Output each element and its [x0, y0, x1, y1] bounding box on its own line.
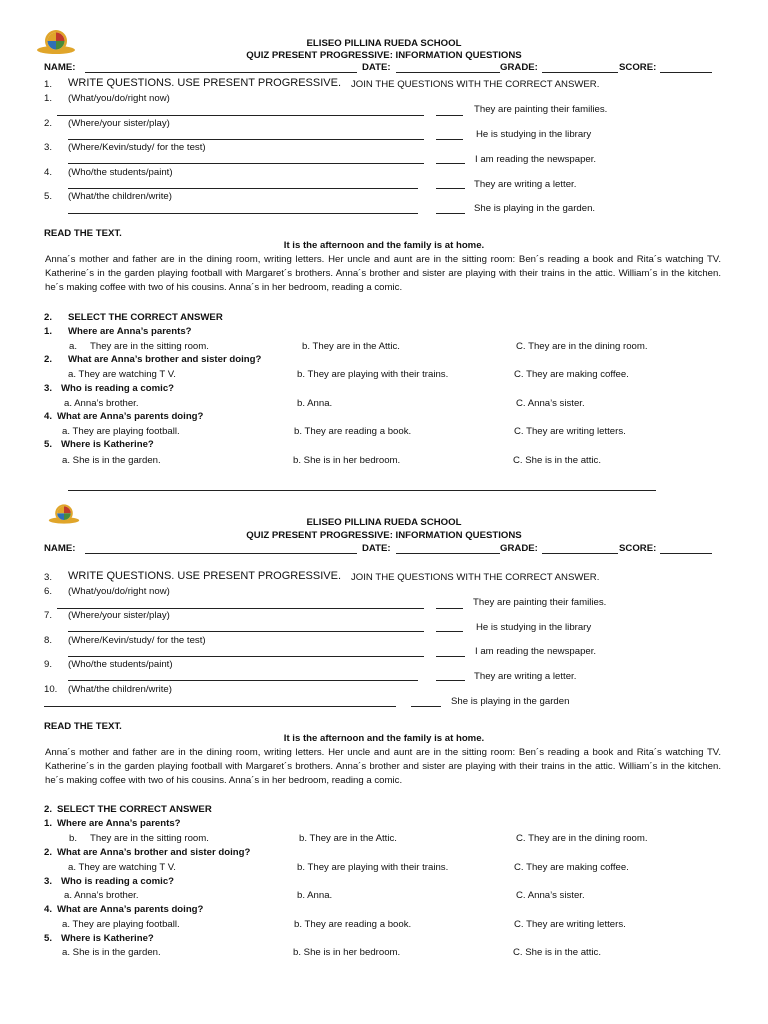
question-number: 2. [44, 847, 53, 858]
question-number: 2. [44, 354, 53, 365]
write-heading: WRITE QUESTIONS. USE PRESENT PROGRESSIVE. [68, 77, 342, 89]
option-a[interactable]: They are in the sitting room. [90, 341, 209, 352]
option-b[interactable]: b. They are in the Attic. [302, 341, 400, 352]
name-field[interactable] [85, 553, 357, 554]
question: What are Anna’s parents doing? [57, 411, 204, 422]
match-blank[interactable] [436, 656, 465, 657]
section-number: 1. [44, 79, 53, 90]
score-field[interactable] [660, 553, 712, 554]
question: What are Anna’s parents doing? [57, 904, 204, 915]
answer-option: They are painting their families. [473, 597, 607, 608]
option-c[interactable]: C. They are writing letters. [514, 919, 626, 930]
name-label: NAME: [44, 543, 76, 554]
story-title: It is the afternoon and the family is at home. [283, 733, 485, 744]
cut-line-divider [68, 490, 656, 491]
option-a[interactable]: a. She is in the garden. [62, 455, 161, 466]
answer-option: They are writing a letter. [474, 671, 577, 682]
match-blank[interactable] [436, 188, 465, 189]
school-name: ELISEO PILLINA RUEDA SCHOOL [306, 38, 462, 49]
prompt: (Who/the students/paint) [68, 167, 173, 178]
match-blank[interactable] [436, 213, 465, 214]
answer-option: I am reading the newspaper. [475, 646, 597, 657]
item-number: 5. [44, 191, 53, 202]
item-number: 8. [44, 635, 53, 646]
grade-field[interactable] [542, 553, 618, 554]
read-label: READ THE TEXT. [44, 228, 122, 239]
option-c[interactable]: C. Anna’s sister. [516, 890, 585, 901]
answer-option: He is studying in the library [476, 622, 592, 633]
story-text: Anna´s mother and father are in the dining room, writing letters. Her uncle and aunt are in the sitting room: Ben´s reading a book and Rita´s watching TV. Katherine´s in the garden playing football with Margaret´s brothers. Anna´s brother and sister are playing with their trains in the attic. William´s in the kitchen. he´s making coffee with two of his cousins. Anna´s in her bedroom, reading a comic. [45, 747, 721, 786]
answer-line[interactable] [68, 656, 424, 657]
question: Who is reading a comic? [61, 383, 175, 394]
option-b[interactable]: b. Anna. [297, 398, 333, 409]
item-number: 10. [44, 684, 58, 695]
item-number: 4. [44, 167, 53, 178]
read-label: READ THE TEXT. [44, 721, 122, 732]
prompt: (Where/Kevin/study/ for the test) [68, 142, 206, 153]
item-number: 1. [44, 93, 53, 104]
story-text: Anna´s mother and father are in the dining room, writing letters. Her uncle and aunt are in the sitting room: Ben´s reading a book and Rita´s watching TV. Katherine´s in the garden playing football with Margaret´s brothers. Anna´s brother and sister are playing with their trains in the attic. William´s in the kitchen. he´s making coffee with two of his cousins. Anna´s in her bedroom, reading a comic. [45, 254, 721, 293]
option-a[interactable]: a. Anna’s brother. [64, 890, 139, 901]
section-number: 3. [44, 572, 53, 583]
write-heading: WRITE QUESTIONS. USE PRESENT PROGRESSIVE. [68, 570, 342, 582]
question-number: 3. [44, 383, 53, 394]
grade-label: GRADE: [500, 62, 538, 73]
prompt: (Where/your sister/play) [68, 610, 170, 621]
score-field[interactable] [660, 72, 712, 73]
prompt: (Who/the students/paint) [68, 659, 173, 670]
option-a[interactable]: a. She is in the garden. [62, 947, 161, 958]
prompt: (What/the children/write) [68, 684, 172, 695]
option-b[interactable]: b. They are in the Attic. [299, 833, 397, 844]
match-blank[interactable] [436, 163, 465, 164]
date-field[interactable] [396, 553, 500, 554]
answer-option: He is studying in the library [476, 129, 592, 140]
school-name: ELISEO PILLINA RUEDA SCHOOL [306, 517, 462, 528]
select-heading: SELECT THE CORRECT ANSWER [68, 312, 223, 323]
answer-line[interactable] [57, 115, 424, 116]
option-b[interactable]: b. She is in her bedroom. [293, 455, 401, 466]
option-c[interactable]: C. They are writing letters. [514, 426, 626, 437]
question: Where is Katherine? [61, 933, 154, 944]
name-field[interactable] [85, 72, 357, 73]
item-number: 3. [44, 142, 53, 153]
prompt: (What/you/do/right now) [68, 586, 170, 597]
date-field[interactable] [396, 72, 500, 73]
answer-option: They are painting their families. [474, 104, 608, 115]
question-number: 5. [44, 439, 53, 450]
answer-option: I am reading the newspaper. [475, 154, 597, 165]
option-letter: a. [69, 341, 78, 352]
prompt: (What/the children/write) [68, 191, 172, 202]
option-b[interactable]: b. They are playing with their trains. [297, 862, 449, 873]
question-number: 3. [44, 876, 53, 887]
option-a[interactable]: a. They are playing football. [62, 426, 180, 437]
option-c[interactable]: C. She is in the attic. [513, 455, 601, 466]
question-number: 5. [44, 933, 53, 944]
option-c[interactable]: C. They are in the dining room. [516, 833, 648, 844]
question-number: 1. [44, 818, 53, 829]
answer-option: She is playing in the garden [451, 696, 570, 707]
match-blank[interactable] [436, 139, 463, 140]
score-label: SCORE: [619, 62, 657, 73]
option-letter: b. [69, 833, 78, 844]
select-heading: SELECT THE CORRECT ANSWER [57, 804, 212, 815]
match-blank[interactable] [411, 706, 441, 707]
date-label: DATE: [362, 543, 391, 554]
answer-line[interactable] [68, 163, 424, 164]
quiz-title: QUIZ PRESENT PROGRESSIVE: INFORMATION QUESTIONS [246, 530, 522, 541]
section-number: 2. [44, 804, 53, 815]
quiz-title: QUIZ PRESENT PROGRESSIVE: INFORMATION QUESTIONS [246, 50, 522, 61]
answer-line[interactable] [68, 213, 418, 214]
prompt: (Where/Kevin/study/ for the test) [68, 635, 206, 646]
item-number: 9. [44, 659, 53, 670]
item-number: 7. [44, 610, 53, 621]
question: Where is Katherine? [61, 439, 154, 450]
grade-label: GRADE: [500, 543, 538, 554]
option-a[interactable]: They are in the sitting room. [90, 833, 209, 844]
score-label: SCORE: [619, 543, 657, 554]
option-a[interactable]: a. They are watching T V. [68, 369, 176, 380]
answer-option: She is playing in the garden. [474, 203, 596, 214]
answer-line[interactable] [68, 680, 418, 681]
match-blank[interactable] [436, 115, 463, 116]
match-blank[interactable] [436, 680, 465, 681]
prompt: (What/you/do/right now) [68, 93, 170, 104]
question: Where are Anna’s parents? [68, 326, 192, 337]
option-c[interactable]: C. They are making coffee. [514, 862, 629, 873]
answer-line[interactable] [68, 139, 424, 140]
option-b[interactable]: b. They are reading a book. [294, 426, 412, 437]
question-number: 1. [44, 326, 53, 337]
name-label: NAME: [44, 62, 76, 73]
option-c[interactable]: C. They are making coffee. [514, 369, 629, 380]
option-b[interactable]: b. They are playing with their trains. [297, 369, 449, 380]
option-a[interactable]: a. Anna’s brother. [64, 398, 139, 409]
option-c[interactable]: C. She is in the attic. [513, 947, 601, 958]
question: Where are Anna’s parents? [57, 818, 181, 829]
question: What are Anna’s brother and sister doing? [68, 354, 262, 365]
question-number: 4. [44, 411, 53, 422]
join-instruction: JOIN THE QUESTIONS WITH THE CORRECT ANSWER. [351, 79, 600, 90]
answer-line[interactable] [68, 631, 424, 632]
question: Who is reading a comic? [61, 876, 175, 887]
item-number: 6. [44, 586, 53, 597]
answer-line[interactable] [57, 608, 424, 609]
question: What are Anna’s brother and sister doing? [57, 847, 251, 858]
option-a[interactable]: a. They are playing football. [62, 919, 180, 930]
story-title: It is the afternoon and the family is at home. [283, 240, 485, 251]
option-a[interactable]: a. They are watching T V. [68, 862, 176, 873]
answer-line[interactable] [68, 188, 418, 189]
option-b[interactable]: b. They are reading a book. [294, 919, 412, 930]
answer-option: They are writing a letter. [474, 179, 577, 190]
match-blank[interactable] [436, 608, 463, 609]
prompt: (Where/your sister/play) [68, 118, 170, 129]
option-c[interactable]: C. Anna’s sister. [516, 398, 585, 409]
section-number: 2. [44, 312, 53, 323]
question-number: 4. [44, 904, 53, 915]
date-label: DATE: [362, 62, 391, 73]
grade-field[interactable] [542, 72, 618, 73]
option-b[interactable]: b. She is in her bedroom. [293, 947, 401, 958]
option-b[interactable]: b. Anna. [297, 890, 333, 901]
join-instruction: JOIN THE QUESTIONS WITH THE CORRECT ANSWER. [351, 572, 600, 583]
answer-line[interactable] [44, 706, 396, 707]
match-blank[interactable] [436, 631, 463, 632]
option-c[interactable]: C. They are in the dining room. [516, 341, 648, 352]
item-number: 2. [44, 118, 53, 129]
